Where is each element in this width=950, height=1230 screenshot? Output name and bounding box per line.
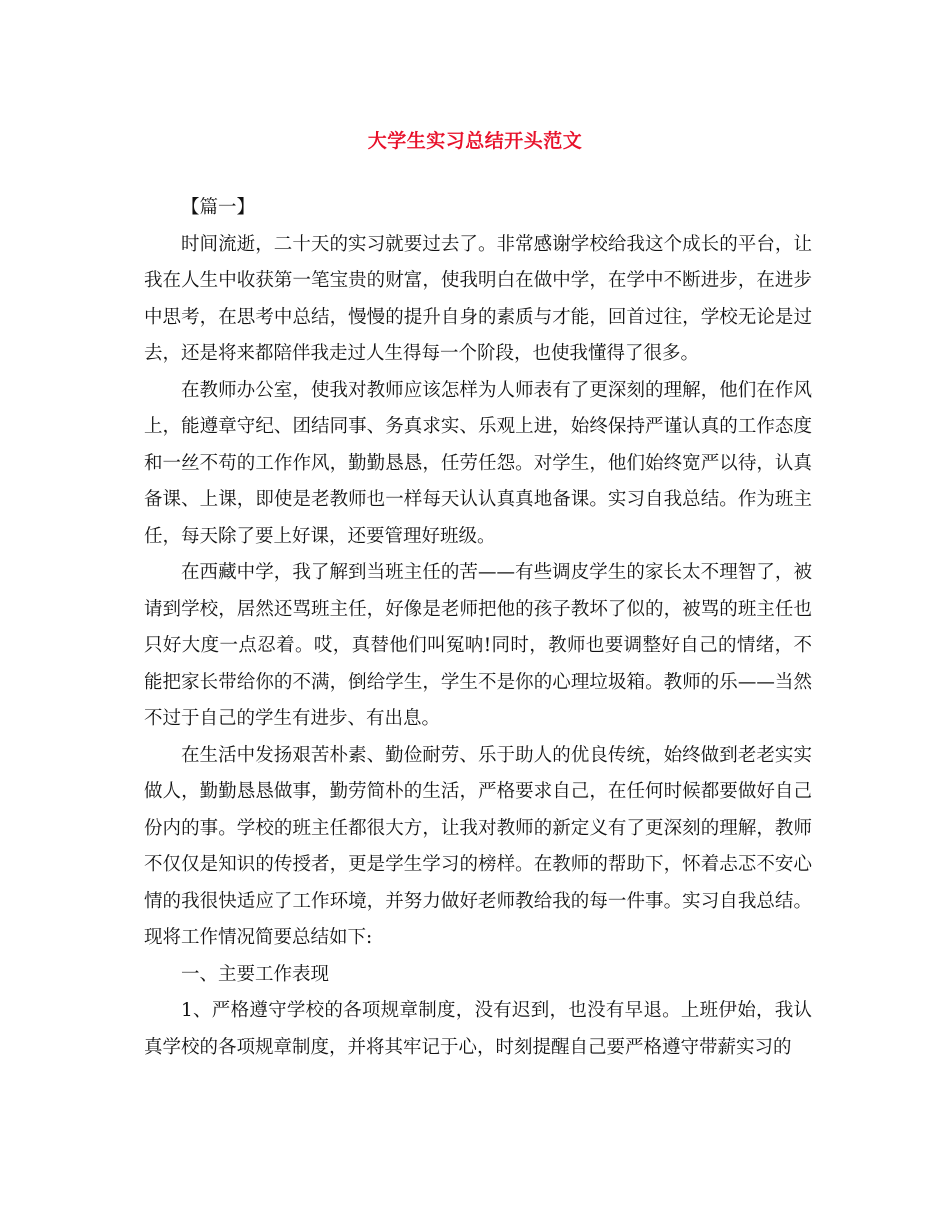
- paragraph: 时间流逝，二十天的实习就要过去了。非常感谢学校给我这个成长的平台，让我在人生中收获第一笔宝贵的财富，使我明白在做中学，在学中不断进步，在进步中思考，在思考中总结，慢慢的提升自身的素质与才能，回首过往，学校无论是过去，还是将来都陪伴我走过人生得每一个阶段，也使我懂得了很多。: [144, 233, 812, 364]
- paragraph: 在教师办公室，使我对教师应该怎样为人师表有了更深刻的理解，他们在作风上，能遵章守纪、团结同事、务真求实、乐观上进，始终保持严谨认真的工作态度和一丝不苟的工作作风，勤勤恳恳，任劳任怨。对学生，他们始终宽严以待，认真备课、上课，即使是老教师也一样每天认认真真地备课。实习自我总结。作为班主任，每天除了要上好课，还要管理好班级。: [144, 379, 812, 547]
- paragraph: 1、严格遵守学校的各项规章制度，没有迟到，也没有早退。上班伊始，我认真学校的各项规章制度，并将其牢记于心，时刻提醒自己要严格遵守带薪实习的: [144, 1000, 812, 1058]
- paragraph: 在西藏中学，我了解到当班主任的苦——有些调皮学生的家长太不理智了，被请到学校，居然还骂班主任，好像是老师把他的孩子教坏了似的，被骂的班主任也只好大度一点忍着。哎，真替他们叫冤呐!同时，教师也要调整好自己的情绪，不能把家长带给你的不满，倒给学生，学生不是你的心理垃圾箱。教师的乐——当然不过于自己的学生有进步、有出息。: [144, 562, 812, 729]
- paragraph: 在生活中发扬艰苦朴素、勤俭耐劳、乐于助人的优良传统，始终做到老老实实做人，勤勤恳恳做事，勤劳简朴的生活，严格要求自己，在任何时候都要做好自己份内的事。学校的班主任都很大方，让我对教师的新定义有了更深刻的理解，教师不仅仅是知识的传授者，更是学生学习的榜样。在教师的帮助下，怀着忐忑不安心情的我很快适应了工作环境，并努力做好老师教给我的每一件事。实习自我总结。现将工作情况简要总结如下:: [144, 744, 812, 948]
- document-body: [144, 190, 812, 1066]
- section-heading-part-one: 【篇一】: [181, 197, 256, 218]
- document-title: 大学生实习总结开头范文: [367, 130, 583, 152]
- subsection-heading: 一、主要工作表现: [181, 963, 330, 985]
